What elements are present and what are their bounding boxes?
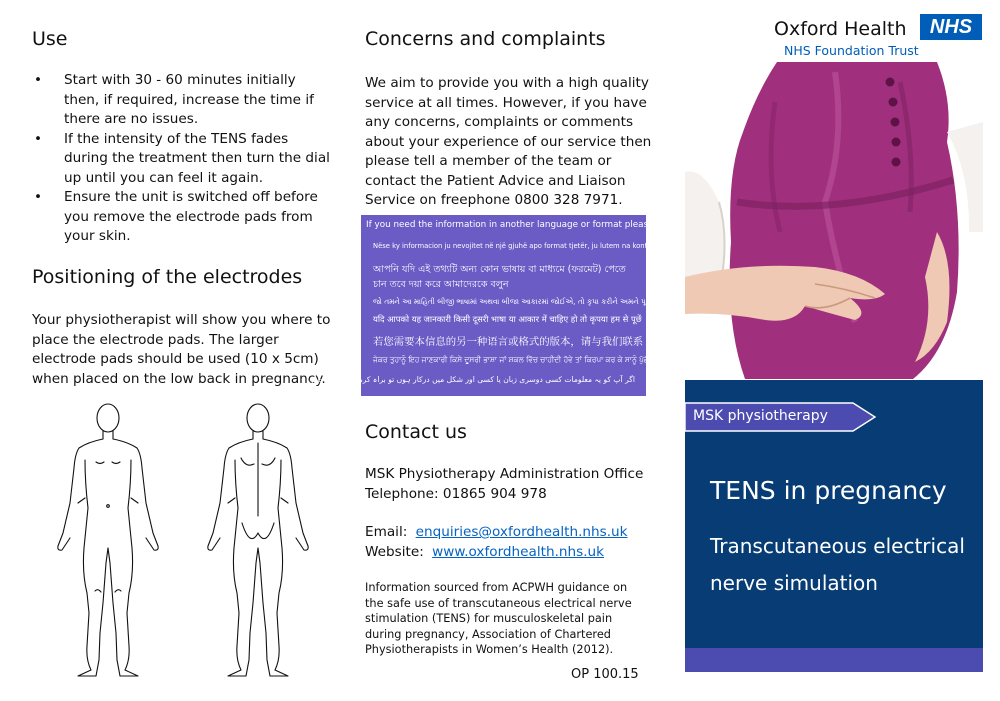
language-box bbox=[308, 215, 685, 396]
email-row bbox=[365, 523, 665, 543]
list-item: • If the intensity of the TENS fades during the treatment then turn the dial up until you can feel it again. bbox=[32, 130, 332, 189]
positioning-text: Your physiotherapist will show you where to place the electrode pads. The larger electrode pads should be used (10 x 5cm) when placed on the low back in pregnancy. bbox=[32, 312, 331, 387]
language-line-gujarati: જો તમને આ માહિતી બીજી ભાષામાં અથવા બીજા આકારમાં જોઈએ, તો કૃપા કરીને અમને પૂછો bbox=[373, 297, 654, 306]
cover-subtitle: Transcutaneous electrical nerve simulation bbox=[710, 534, 965, 595]
language-line-bengali: আপনি যদি এই তথ্যটি অন্য কোন ভাষায় বা মাধ্যমে (ফরমেট) পেতে চান তবে দয়া করে আমাদেরকে বলুন bbox=[373, 264, 626, 290]
use-heading: Use bbox=[32, 28, 68, 50]
body-back-figure bbox=[208, 404, 308, 676]
source-info: Information sourced from ACPWH guidance on the safe use of transcutaneous electrical nerve stimulation (TENS) for musculoskeletal pain during pregnancy, Association of Chartered Physiotherapists in Women’s Health (2012). bbox=[365, 581, 632, 657]
body-diagram bbox=[48, 398, 318, 683]
language-intro: If you need the information in another language or format please ask us bbox=[366, 220, 685, 230]
use-list bbox=[32, 71, 332, 247]
cover-bottom-stripe bbox=[685, 648, 983, 672]
email-label: Email: bbox=[365, 524, 408, 540]
contact-telephone: Telephone: 01865 904 978 bbox=[365, 485, 547, 502]
org-subtitle: NHS Foundation Trust bbox=[784, 43, 919, 58]
website-row bbox=[365, 543, 665, 563]
pregnant-woman-photo bbox=[685, 62, 983, 379]
positioning-heading: Positioning of the electrodes bbox=[32, 266, 303, 288]
concerns-heading: Concerns and complaints bbox=[365, 28, 606, 50]
language-line-chinese: 若您需要本信息的另一种语言或格式的版本，请与我们联系 bbox=[373, 336, 644, 348]
email-link[interactable]: enquiries@oxfordhealth.nhs.uk bbox=[415, 524, 628, 540]
concerns-text: We aim to provide you with a high quality service at all times. However, if you have any concerns, complaints or comments about your experience of our service then please tell a member of the team or contact the Patient Advice and Liaison Service on freephone 0800 328 7971. bbox=[365, 75, 652, 208]
language-line-urdu: اگر آپ کو یہ معلومات کسی دوسری زبان یا کسی اور شکل میں درکار ہوں تو براہ کرم ہم سے پوچھیں bbox=[308, 375, 635, 384]
contact-web-block bbox=[365, 523, 665, 562]
contact-office-block bbox=[365, 465, 665, 504]
contact-office: MSK Physiotherapy Administration Office bbox=[365, 466, 644, 482]
language-line-albanian: Nëse ky informacion ju nevojitet në një gjuhë apo format tjetër, ju lutem na kontaktoni bbox=[373, 242, 669, 250]
document-code: OP 100.15 bbox=[571, 667, 639, 682]
body-front-figure bbox=[58, 404, 158, 676]
cover-title: TENS in pregnancy bbox=[710, 476, 947, 505]
language-line-hindi: यदि आपको यह जानकारी किसी दूसरी भाषा या आकार में चाहिए हो तो कृपया हम से पूछें bbox=[373, 314, 642, 324]
list-item: • Start with 30 - 60 minutes initially then, if required, increase the time if there are no issues. bbox=[32, 71, 332, 130]
nhs-logo: NHS bbox=[920, 14, 982, 40]
msk-tag-label: MSK physiotherapy bbox=[693, 408, 828, 424]
org-name: Oxford Health bbox=[774, 18, 907, 40]
contact-heading: Contact us bbox=[365, 421, 467, 443]
language-line-punjabi: ਜੇਕਰ ਤੁਹਾਨੂੰ ਇਹ ਜਾਣਕਾਰੀ ਕਿਸੇ ਦੂਸਰੀ ਭਾਸ਼ਾ ਜਾਂ ਸ਼ਕਲ ਵਿੱਚ ਚਾਹੀਦੀ ਹੋਵੇ ਤਾਂ ਕਿਰਪਾ ਕਰ ਕੇ ਸਾਨੂੰ ਪੁੱਛੋ bbox=[373, 355, 649, 364]
list-item: • Ensure the unit is switched off before you remove the electrode pads from your skin. bbox=[32, 188, 332, 247]
website-label: Website: bbox=[365, 543, 424, 560]
website-link[interactable]: www.oxfordhealth.nhs.uk bbox=[432, 543, 605, 560]
